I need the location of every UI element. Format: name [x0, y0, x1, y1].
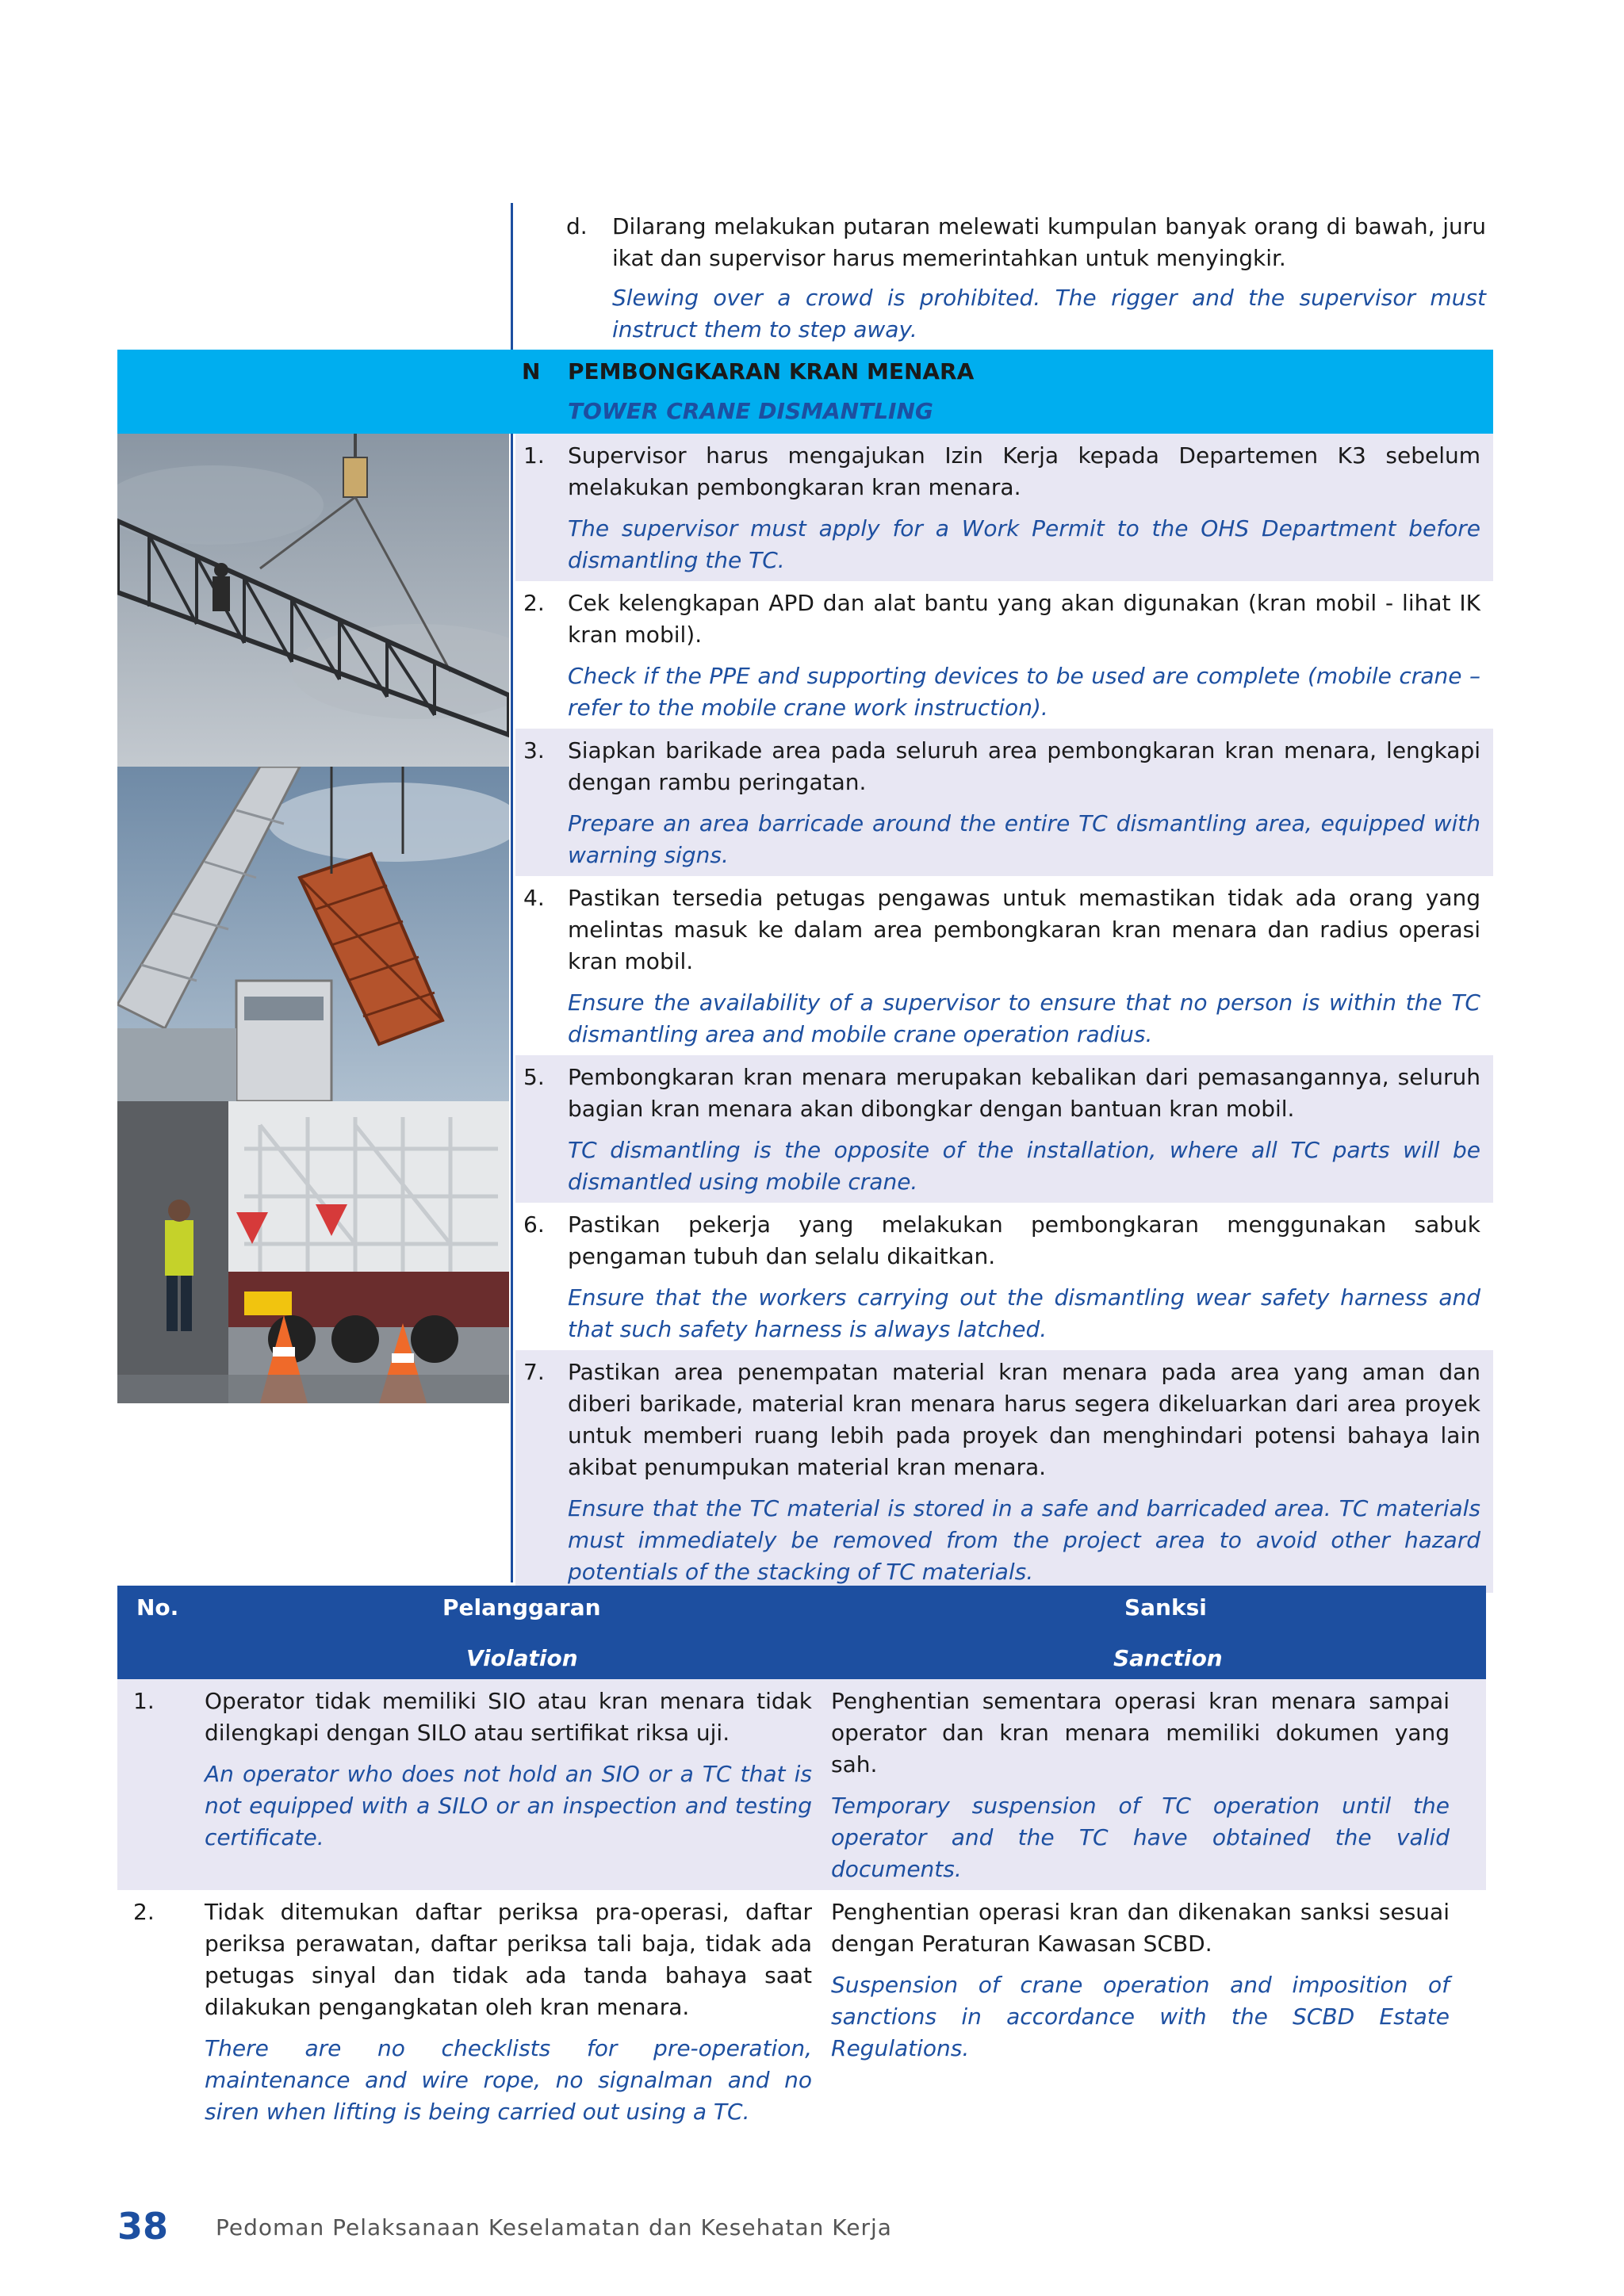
item-text-en: The supervisor must apply for a Work Permit to the OHS Department before dismantling the TC.: [568, 515, 1480, 573]
item-number: 6.: [523, 1211, 545, 1238]
header-violation: Pelanggaran: [442, 1594, 601, 1621]
item-number: 3.: [523, 737, 545, 763]
table-row: [117, 1679, 1486, 1890]
violation-text: Tidak ditemukan daftar periksa pra-operasi, daftar periksa perawatan, daftar periksa tali baja, tidak ada petugas sinyal dan tidak ada tanda bahaya saat dilakukan pengangkatan oleh kran menara.: [205, 1899, 812, 2020]
item-text-en: Check if the PPE and supporting devices to be used are complete (mobile crane – refer to the mobile crane work instruction).: [568, 663, 1480, 721]
item-text-id: Pembongkaran kran menara merupakan kebalikan dari pemasangannya, seluruh bagian kran menara akan dibongkar dengan bantuan kran mobil.: [568, 1064, 1480, 1122]
item-text-id: Pastikan pekerja yang melakukan pembongkaran menggunakan sabuk pengaman tubuh dan selalu dikaitkan.: [568, 1211, 1480, 1269]
list-item-d: [566, 211, 1486, 346]
table-header: [117, 1586, 1486, 1679]
section-title: PEMBONGKARAN KRAN MENARA: [568, 358, 975, 385]
header-no: No.: [136, 1594, 179, 1621]
item-text-en: Slewing over a crowd is prohibited. The rigger and the supervisor must instruct them to step away.: [612, 285, 1486, 342]
item-number: 7.: [523, 1359, 545, 1385]
item-label: d.: [566, 213, 588, 239]
list-item: [515, 876, 1493, 1055]
section-title-en: TOWER CRANE DISMANTLING: [568, 398, 933, 424]
item-text-id: Pastikan area penempatan material kran menara pada area yang aman dan diberi barikade, material kran menara harus segera dikeluarkan dari area proyek untuk memberi ruang lebih pada proyek dan menghindari potensi bahaya lain akibat penumpukan material kran menara.: [568, 1359, 1480, 1480]
footer-title: Pedoman Pelaksanaan Keselamatan dan Kesehatan Kerja: [216, 2214, 892, 2241]
item-text-id: Supervisor harus mengajukan Izin Kerja kepada Departemen K3 sebelum melakukan pembongkaran kran menara.: [568, 442, 1480, 500]
item-number: 2.: [523, 590, 545, 616]
dismantling-steps: [515, 434, 1493, 1593]
crane-dismantling-photo: [117, 767, 509, 1101]
list-item: [515, 729, 1493, 876]
table-row: [117, 1890, 1486, 2133]
violation-text: Operator tidak memiliki SIO atau kran menara tidak dilengkapi dengan SILO atau sertifikat riksa uji.: [205, 1688, 812, 1746]
photo-column: [117, 434, 509, 1403]
sanction-text: Penghentian sementara operasi kran menara sampai operator dan kran menara memiliki dokumen yang sah.: [831, 1688, 1450, 1777]
sanction-text: Penghentian operasi kran dan dikenakan sanksi sesuai dengan Peraturan Kawasan SCBD.: [831, 1899, 1450, 1957]
violation-text-en: An operator who does not hold an SIO or a TC that is not equipped with a SILO or an inspection and testing certificate.: [205, 1761, 812, 1850]
list-item: [515, 434, 1493, 581]
truck-with-crane-parts-photo: [117, 1101, 509, 1403]
item-text-en: Ensure that the TC material is stored in a safe and barricaded area. TC materials must immediately be removed from the project area to avoid other hazard potentials of the stacking of TC materials.: [568, 1495, 1480, 1585]
section-letter: N: [522, 358, 541, 385]
header-violation-en: Violation: [466, 1645, 578, 1671]
item-number: 1.: [523, 442, 545, 469]
item-number: 4.: [523, 885, 545, 911]
item-number: 5.: [523, 1064, 545, 1090]
item-text-id: Pastikan tersedia petugas pengawas untuk memastikan tidak ada orang yang melintas masuk ke dalam area pembongkaran kran menara dan radius operasi kran mobil.: [568, 885, 1480, 974]
violation-text-en: There are no checklists for pre-operation, maintenance and wire rope, no signalman and no siren when lifting is being carried out using a TC.: [205, 2035, 812, 2125]
sanction-text-en: Suspension of crane operation and imposition of sanctions in accordance with the SCBD Estate Regulations.: [831, 1972, 1450, 2061]
row-number: 2.: [133, 1899, 155, 1925]
page-number: 38: [117, 2205, 169, 2248]
item-text-en: Prepare an area barricade around the entire TC dismantling area, equipped with warning signs.: [568, 810, 1480, 868]
crane-jib-lift-photo: [117, 434, 509, 767]
sanction-text-en: Temporary suspension of TC operation until the operator and the TC have obtained the valid documents.: [831, 1793, 1450, 1882]
header-sanction: Sanksi: [1124, 1594, 1207, 1621]
item-text-en: Ensure that the workers carrying out the dismantling wear safety harness and that such safety harness is always latched.: [568, 1284, 1480, 1342]
item-text-id: Dilarang melakukan putaran melewati kumpulan banyak orang di bawah, juru ikat dan supervisor harus memerintahkan untuk menyingkir.: [612, 213, 1486, 271]
header-sanction-en: Sanction: [1113, 1645, 1223, 1671]
violation-table: [117, 1586, 1486, 2133]
row-number: 1.: [133, 1688, 155, 1714]
item-text-id: Siapkan barikade area pada seluruh area pembongkaran kran menara, lengkapi dengan rambu peringatan.: [568, 737, 1480, 795]
list-item: [515, 1055, 1493, 1203]
item-text-en: TC dismantling is the opposite of the installation, where all TC parts will be dismantled using mobile crane.: [568, 1137, 1480, 1195]
list-item: [515, 581, 1493, 729]
list-item: [515, 1350, 1493, 1593]
item-text-id: Cek kelengkapan APD dan alat bantu yang akan digunakan (kran mobil - lihat IK kran mobil).: [568, 590, 1480, 648]
section-header: [117, 350, 1493, 434]
list-item: [515, 1203, 1493, 1350]
item-text-en: Ensure the availability of a supervisor to ensure that no person is within the TC dismantling area and mobile crane operation radius.: [568, 989, 1480, 1047]
